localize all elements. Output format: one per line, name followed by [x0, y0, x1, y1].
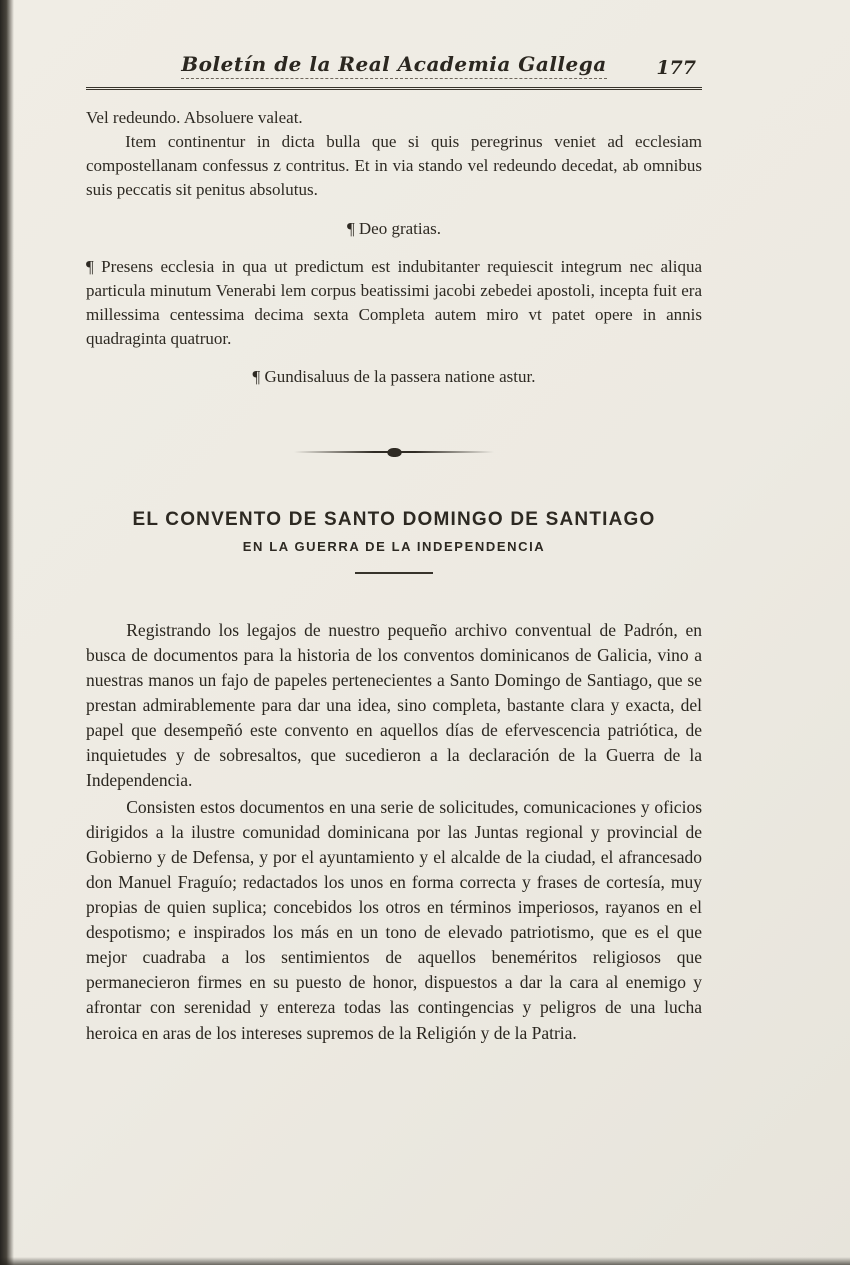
page-number: 177: [656, 57, 696, 79]
latin-transcription-section: [86, 106, 702, 389]
article-subtitle: EN LA GUERRA DE LA INDEPENDENCIA: [242, 539, 546, 555]
article-title: EL CONVENTO DE SANTO DOMINGO DE SANTIAGO: [132, 509, 656, 531]
section-divider-ornament: [294, 447, 494, 457]
latin-paragraph: ¶ Presens ecclesia in qua ut predictum est indubitanter requiescit integrum nec aliqua particula minutum Venerabi lem corpus beatissimi jacobi zebedei apostoli, incepta fuit era millessima centessima decima sexta Completa autem miro vt patet opere in annis quadraginta quatruor.: [86, 256, 702, 348]
article-body: [86, 618, 702, 1045]
journal-title: Boletín de la Real Academia Gallega: [181, 52, 606, 79]
divider-line-left: [294, 451, 388, 453]
divider-line-right: [401, 451, 495, 453]
latin-paragraph-colophon: ¶ Gundisaluus de la passera natione astur.: [252, 367, 536, 387]
latin-paragraph: Item continentur in dicta bulla que si quis peregrinus veniet ad ecclesiam compostellanam confessus z contritus. Et in via stando vel redeundo decedat, ab omnibus suis peccatis sit penitus absolutus.: [86, 132, 702, 200]
latin-paragraph: Vel redeundo. Absoluere valeat.: [86, 108, 303, 127]
subtitle-rule: [355, 572, 433, 574]
article-paragraph: Registrando los legajos de nuestro pequeño archivo conventual de Padrón, en busca de documentos para la historia de los conventos dominicanos de Galicia, vino a nuestras manos un fajo de papeles pertenecientes a Santo Domingo de Santiago, que se prestan admirablemente para dar una idea, sino completa, bastante clara y exacta, del papel que desempeñó este convento en aquellos días de efervescencia patriótica, de inquietudes y de sobresaltos, que sucedieron a la declaración de la Guerra de la Independencia.: [86, 620, 702, 791]
divider-diamond-icon: [387, 448, 401, 457]
scan-left-edge-artifact: [0, 0, 14, 1265]
page-header: [86, 52, 702, 90]
latin-paragraph-deo-gratias: ¶ Deo gratias.: [346, 218, 442, 238]
scan-bottom-edge-artifact: [0, 1257, 850, 1265]
article-paragraph: Consisten estos documentos en una serie de solicitudes, comunicaciones y oficios dirigidos a la ilustre comunidad dominicana por las Juntas regional y provincial de Gobierno y de Defensa, y por el ayuntamiento y el alcalde de la ciudad, el afrancesado don Manuel Fraguío; redactados los unos en forma correcta y frases de cortesía, muy propias de quien suplica; concebidos los otros en términos imperiosos, rayanos en el despotismo; e inspirados los más en un tono de elevado patriotismo, que es el que mejor cuadraba a los sentimientos de aquellos beneméritos religiosos que permanecieron firmes en su puesto de honor, dispuestos a dar la cara al enemigo y afrontar con serenidad y entereza todas las contingencias y peligros de una lucha heroica en aras de los intereses supremos de la Religión y de la Patria.: [86, 797, 702, 1043]
page-content: [86, 52, 702, 1046]
